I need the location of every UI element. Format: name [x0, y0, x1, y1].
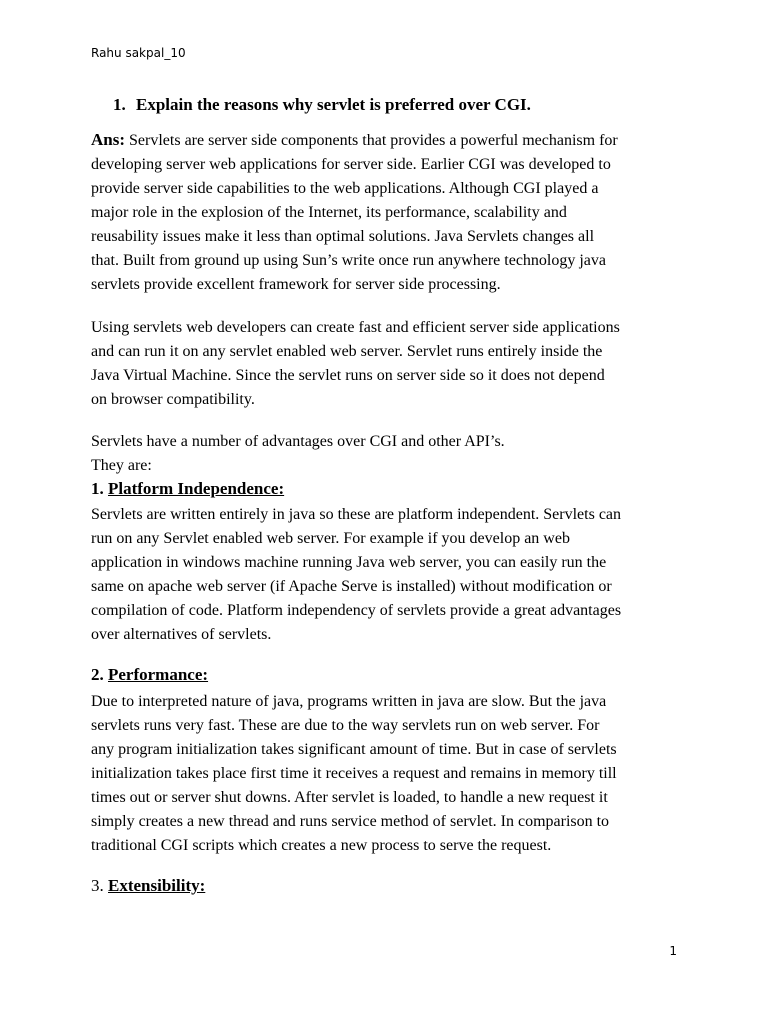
question-text: Explain the reasons why servlet is preferred over CGI.	[136, 95, 531, 114]
question-heading	[113, 95, 531, 115]
author-header: Rahu sakpal_10	[91, 46, 186, 60]
paragraph-line: Java Virtual Machine. Since the servlet runs on server side so it does not depend	[91, 367, 605, 384]
section-heading-platform-independence	[91, 479, 284, 499]
paragraph-line: compilation of code. Platform independency of servlets provide a great advantages	[91, 602, 622, 619]
question-number: 1.	[113, 95, 126, 114]
paragraph-line: major role in the explosion of the Internet, its performance, scalability and	[91, 204, 567, 221]
paragraph-line: simply creates a new thread and runs service method of servlet. In comparison to	[91, 813, 610, 830]
paragraph-line: traditional CGI scripts which creates a new process to serve the request.	[91, 837, 552, 854]
paragraph-line: over alternatives of servlets.	[91, 626, 272, 643]
answer-paragraph-1	[91, 128, 691, 297]
page-number: 1	[669, 944, 677, 958]
section-heading-extensibility	[91, 876, 205, 896]
section-body-performance	[91, 690, 691, 858]
paragraph-line: They are:	[91, 457, 152, 474]
answer-paragraph-2	[91, 316, 691, 412]
section-number: 3.	[91, 876, 104, 895]
paragraph-line: Servlets are written entirely in java so these are platform independent. Servlets can	[91, 506, 622, 523]
paragraph-line: times out or server shut downs. After servlet is loaded, to handle a new request it	[91, 789, 608, 806]
section-number: 1.	[91, 479, 104, 498]
paragraph-line: application in windows machine running Java web server, you can easily run the	[91, 554, 607, 571]
paragraph-line: that. Built from ground up using Sun’s write once run anywhere technology java	[91, 252, 607, 269]
paragraph-line: Due to interpreted nature of java, programs written in java are slow. But the java	[91, 693, 607, 710]
answer-paragraph-3	[91, 430, 691, 478]
paragraph-line: provide server side capabilities to the web applications. Although CGI played a	[91, 180, 599, 197]
paragraph-line: initialization takes place first time it receives a request and remains in memory till	[91, 765, 617, 782]
paragraph-line: Servlets have a number of advantages over CGI and other API’s.	[91, 433, 505, 450]
section-number: 2.	[91, 665, 104, 684]
paragraph-line: and can run it on any servlet enabled web server. Servlet runs entirely inside the	[91, 343, 603, 360]
section-heading-performance	[91, 665, 208, 685]
paragraph-line: reusability issues make it less than optimal solutions. Java Servlets changes all	[91, 228, 595, 245]
answer-label: Ans:	[91, 130, 126, 149]
paragraph-line: servlets provide excellent framework for server side processing.	[91, 276, 501, 293]
paragraph-line: on browser compatibility.	[91, 391, 255, 408]
section-title: Platform Independence:	[108, 479, 285, 498]
paragraph-line: same on apache web server (if Apache Serve is installed) without modification or	[91, 578, 612, 595]
section-body-platform-independence	[91, 503, 691, 647]
section-title: Extensibility:	[108, 876, 206, 895]
paragraph-line: servlets runs very fast. These are due to the way servlets run on web server. For	[91, 717, 600, 734]
paragraph-line: any program initialization takes significant amount of time. But in case of servlets	[91, 741, 617, 758]
paragraph-line: developing server web applications for server side. Earlier CGI was developed to	[91, 156, 611, 173]
paragraph-line: Ans: Servlets are server side components that provides a powerful mechanism for	[91, 130, 618, 149]
paragraph-line: Using servlets web developers can create fast and efficient server side applications	[91, 319, 620, 336]
paragraph-line: run on any Servlet enabled web server. For example if you develop an web	[91, 530, 570, 547]
section-title: Performance:	[108, 665, 209, 684]
